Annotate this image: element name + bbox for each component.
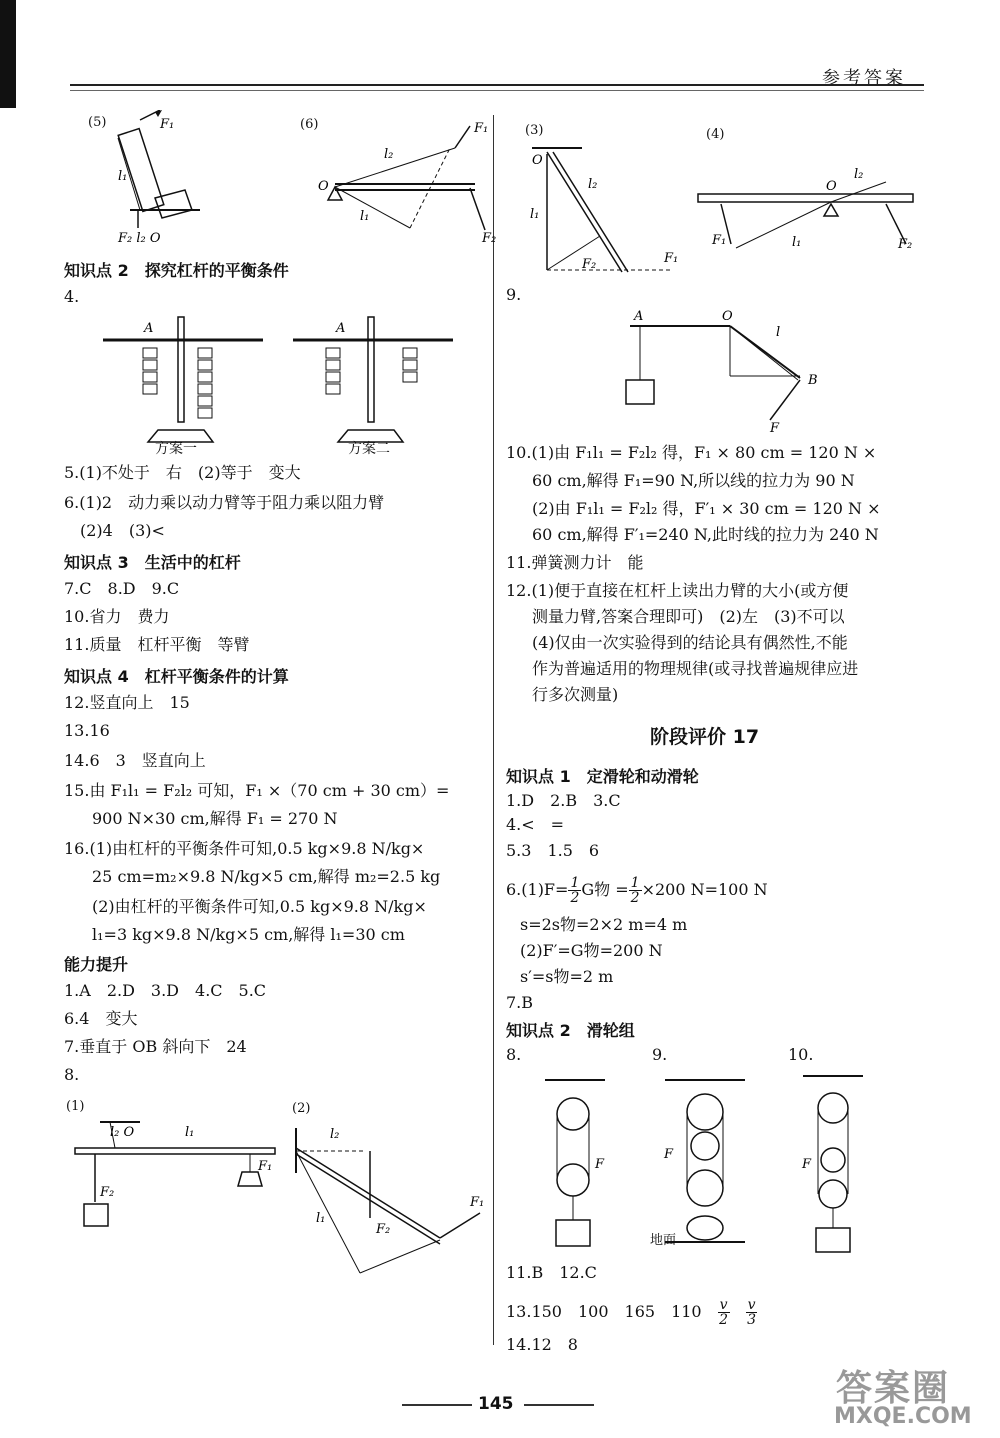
r-answer-14: 14.12 8 [506, 1335, 578, 1354]
svg-text:l₁: l₁ [792, 235, 802, 250]
section-title: 阶段评价 17 [650, 726, 760, 748]
r-answer-5: 5.3 1.5 6 [506, 841, 600, 860]
svg-text:l₁: l₁ [360, 209, 370, 224]
svg-text:F₁: F₁ [712, 233, 727, 248]
svg-text:A: A [144, 321, 154, 336]
watermark-url: MXQE.COM [834, 1404, 972, 1429]
ability-answer-8: 8. [64, 1065, 80, 1084]
answer-16c: (2)由杠杆的平衡条件可知,0.5 kg×9.8 N/kg× [92, 897, 427, 916]
r13-values: 13.150 100 165 110 [506, 1302, 702, 1321]
header-title: 参考答案 [822, 68, 906, 89]
answer-5: 5.(1)不处于 右 (2)等于 变大 [64, 463, 301, 482]
svg-text:O: O [318, 179, 329, 194]
kp2-heading: 知识点 2 探究杠杆的平衡条件 [64, 261, 289, 280]
q4-label: 4. [64, 287, 80, 306]
ability-answer-6: 6.4 变大 [64, 1009, 138, 1028]
answer-r10b: 60 cm,解得 F₁=90 N,所以线的拉力为 90 N [532, 471, 855, 490]
scheme-one-label: 方案一 [155, 441, 197, 457]
answer-7-9: 7.C 8.D 9.C [64, 579, 180, 598]
answer-r12e: 行多次测量) [532, 685, 619, 704]
answer-r10d: 60 cm,解得 F′₁=240 N,此时线的拉力为 240 N [532, 525, 879, 544]
ability-heading: 能力提升 [64, 955, 129, 974]
page-number: 145 [478, 1394, 514, 1414]
answer-6a: 6.(1)2 动力乘以动力臂等于阻力乘以阻力臂 [64, 493, 385, 512]
pulley-label-9: 9. [652, 1045, 668, 1064]
answer-r12c: (4)仅由一次实验得到的结论具有偶然性,不能 [532, 633, 848, 652]
frac-num-2: 1 [630, 875, 640, 891]
svg-text:l₂: l₂ [588, 177, 598, 192]
scheme-two-label: 方案二 [348, 441, 390, 457]
ability-answers-1-5: 1.A 2.D 3.D 4.C 5.C [64, 981, 267, 1000]
svg-text:F: F [595, 1157, 605, 1172]
svg-text:F₂: F₂ [376, 1222, 391, 1237]
r-answer-4: 4.< = [506, 815, 565, 834]
svg-text:F₁: F₁ [470, 1195, 485, 1210]
answer-r11: 11.弹簧测力计 能 [506, 553, 644, 572]
kp3-heading: 知识点 3 生活中的杠杆 [64, 553, 241, 572]
page-number-ornament-left [402, 1404, 472, 1406]
svg-text:F₂ l₂ O: F₂ l₂ O [118, 231, 161, 246]
r6a-post: ×200 N=100 N [641, 880, 768, 899]
frac-v-num-2: v [747, 1297, 756, 1313]
pulley-diagram-10 [798, 1068, 868, 1258]
answer-r10c: (2)由 F₁l₁ = F₂l₂ 得，F′₁ × 30 cm = 120 N × [532, 499, 881, 518]
answer-16b: 25 cm=m₂×9.8 N/kg×5 cm,解得 m₂=2.5 kg [92, 867, 441, 886]
r-answer-11-12: 11.B 12.C [506, 1263, 597, 1282]
r-kp1-heading: 知识点 1 定滑轮和动滑轮 [506, 767, 699, 786]
svg-text:l₁: l₁ [185, 1125, 195, 1140]
r-answer-13 [506, 1298, 757, 1327]
watermark-logo-text: 答案圈 [836, 1368, 951, 1409]
svg-text:F₂: F₂ [898, 237, 913, 252]
svg-text:l₂: l₂ [854, 167, 864, 182]
answer-12: 12.竖直向上 15 [64, 693, 190, 712]
svg-text:l: l [776, 325, 781, 340]
pulley-label-8: 8. [506, 1045, 522, 1064]
r-answer-6b: s=2s物=2×2 m=4 m [520, 915, 688, 934]
r6a-mid: G物 = [581, 880, 629, 899]
lever-diagram-9 [620, 308, 820, 438]
ground-label: 地面 [650, 1233, 677, 1248]
r-answer-6c: (2)F′=G物=200 N [520, 941, 663, 960]
frac-den-2: 2 [630, 890, 640, 906]
svg-text:l₂: l₂ [384, 147, 394, 162]
svg-text:B: B [808, 373, 818, 388]
r-answer-7: 7.B [506, 993, 534, 1012]
fig-label-3: (3) [525, 123, 544, 138]
frac-den: 2 [570, 890, 580, 906]
lever-diagram-6 [310, 118, 500, 253]
svg-text:A: A [634, 309, 644, 324]
svg-text:F: F [664, 1147, 674, 1162]
lever-diagram-8-2 [290, 1118, 490, 1283]
fig8-label-2: (2) [292, 1101, 311, 1116]
svg-text:O: O [826, 179, 837, 194]
answer-13: 13.16 [64, 721, 110, 740]
page-number-ornament-right [524, 1404, 594, 1406]
svg-text:l₁: l₁ [530, 207, 540, 222]
header-rule [70, 84, 924, 86]
svg-text:F₁: F₁ [160, 117, 175, 132]
answer-r9: 9. [506, 285, 522, 304]
answer-r12d: 作为普遍适用的物理规律(或寻找普遍规律应进 [532, 659, 859, 678]
frac-2-den: 2 [719, 1312, 729, 1328]
column-divider [493, 115, 494, 1345]
page-edge-bar [0, 0, 16, 108]
answer-15b: 900 N×30 cm,解得 F₁ = 270 N [92, 809, 338, 828]
svg-text:l₂: l₂ [330, 1127, 340, 1142]
balance-schemes [98, 312, 458, 452]
ability-answer-7: 7.垂直于 OB 斜向下 24 [64, 1037, 247, 1056]
fraction-half [568, 876, 581, 905]
kp4-heading: 知识点 4 杠杆平衡条件的计算 [64, 667, 289, 686]
svg-text:F₂: F₂ [100, 1185, 115, 1200]
lever-diagram-4 [696, 164, 921, 264]
pulley-label-10: 10. [788, 1045, 814, 1064]
answer-11: 11.质量 杠杆平衡 等臂 [64, 635, 250, 654]
watermark [826, 1360, 996, 1435]
svg-text:F: F [802, 1157, 812, 1172]
lever-diagram-3 [522, 140, 692, 280]
lever-diagram-5 [100, 110, 210, 250]
fraction-v-over-2 [718, 1298, 730, 1327]
svg-text:F₂: F₂ [482, 231, 497, 246]
answer-r12b: 测量力臂,答案合理即可) (2)左 (3)不可以 [532, 607, 845, 626]
answer-r10a: 10.(1)由 F₁l₁ = F₂l₂ 得，F₁ × 80 cm = 120 N × [506, 443, 877, 462]
frac-num: 1 [570, 875, 580, 891]
svg-text:F₁: F₁ [474, 121, 489, 136]
r-answer-6d: s′=s物=2 m [520, 967, 614, 986]
svg-text:F₂: F₂ [582, 257, 597, 272]
frac-3-den: 3 [747, 1312, 756, 1328]
r6a-pre: 6.(1)F= [506, 880, 569, 899]
svg-text:F₁: F₁ [258, 1159, 273, 1174]
svg-text:l₁: l₁ [316, 1211, 326, 1226]
fig-label-4: (4) [706, 127, 725, 142]
r-answer-6a [506, 876, 768, 905]
answer-16a: 16.(1)由杠杆的平衡条件可知,0.5 kg×9.8 N/kg× [64, 839, 425, 858]
answer-r12a: 12.(1)便于直接在杠杆上读出力臂的大小(或方便 [506, 581, 849, 600]
svg-text:l₁: l₁ [118, 169, 128, 184]
pulley-diagram-8 [540, 1072, 610, 1252]
r-answer-1-3: 1.D 2.B 3.C [506, 791, 621, 810]
answer-10: 10.省力 费力 [64, 607, 170, 626]
svg-text:F₁: F₁ [664, 251, 679, 266]
fig8-label-1: (1) [66, 1099, 85, 1114]
fig-label-6: (6) [300, 117, 319, 132]
svg-text:l₂ O: l₂ O [110, 1125, 135, 1140]
frac-v-num: v [719, 1297, 728, 1313]
answer-16d: l₁=3 kg×9.8 N/kg×5 cm,解得 l₁=30 cm [92, 925, 405, 944]
answer-6b: (2)4 (3)< [80, 521, 165, 540]
fraction-half-2 [629, 876, 642, 905]
svg-text:F: F [770, 421, 780, 436]
header-rule-thin [70, 90, 924, 91]
pulley-diagram-9 [660, 1072, 750, 1252]
svg-text:O: O [532, 153, 543, 168]
answer-15a: 15.由 F₁l₁ = F₂l₂ 可知，F₁ ×（70 cm + 30 cm）= [64, 781, 450, 800]
svg-text:A: A [336, 321, 346, 336]
fig-label-5: (5) [88, 115, 107, 130]
svg-text:O: O [722, 309, 733, 324]
answer-14: 14.6 3 竖直向上 [64, 751, 206, 770]
fraction-v-over-3 [746, 1298, 758, 1327]
r-kp2-heading: 知识点 2 滑轮组 [506, 1021, 635, 1040]
lever-diagram-8-1 [70, 1112, 290, 1232]
